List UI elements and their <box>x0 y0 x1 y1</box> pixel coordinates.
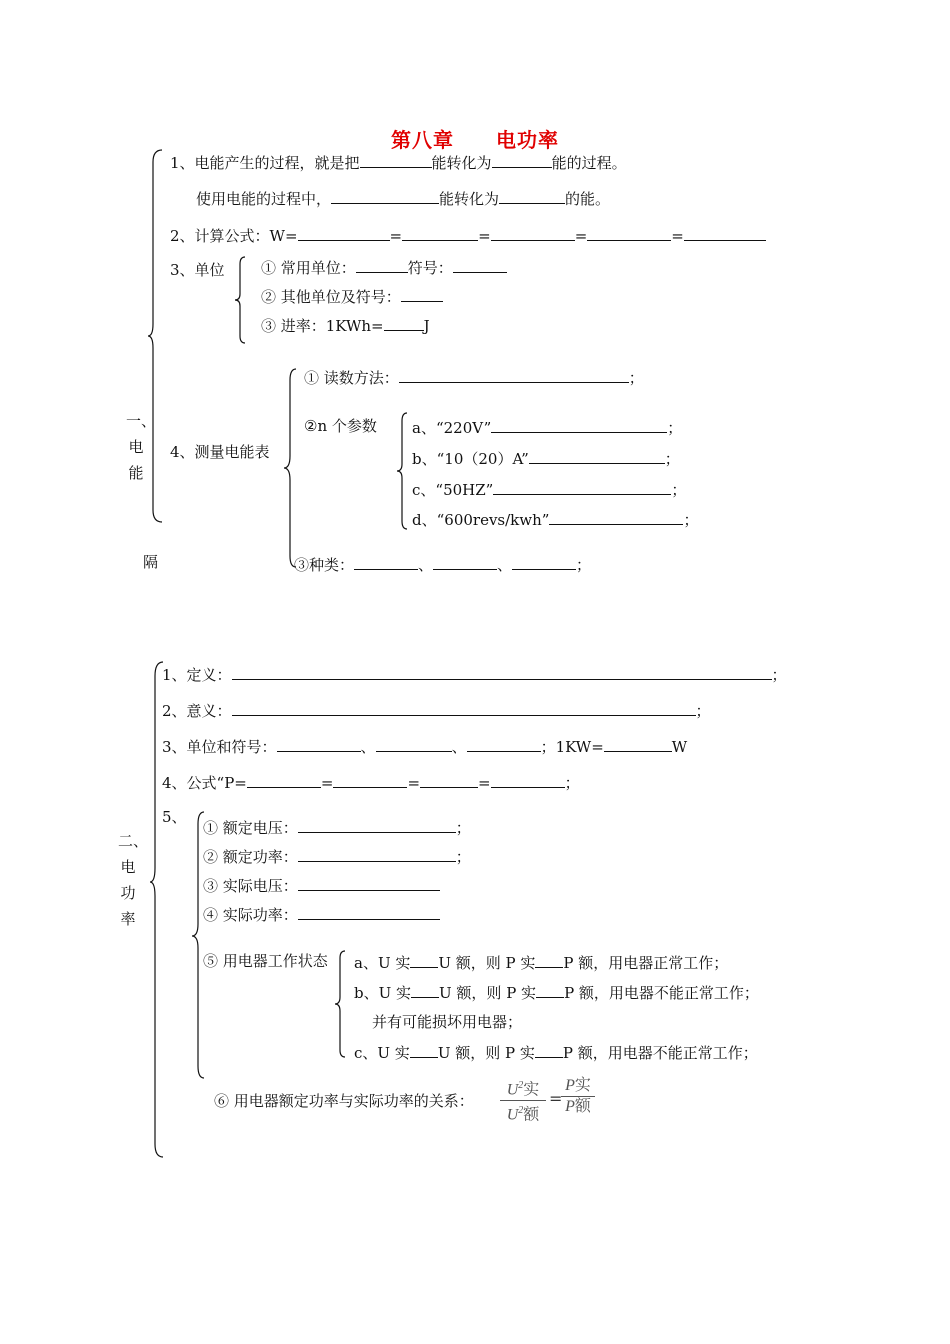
power-relation: ⑥ 用电器额定功率与实际功率的关系： <box>214 1092 474 1110</box>
unit-brace <box>234 256 246 344</box>
blank[interactable] <box>376 737 452 752</box>
blank[interactable] <box>684 226 766 241</box>
blank[interactable] <box>298 847 456 862</box>
blank[interactable] <box>298 818 456 833</box>
meter-types: ③种类： 、 、 ； <box>294 556 592 574</box>
fraction-power: P实 P额 <box>561 1076 595 1117</box>
item-1b: 使用电能的过程中， 能转化为 的能。 <box>196 190 611 208</box>
blank[interactable] <box>277 737 361 752</box>
blank[interactable] <box>298 226 390 241</box>
blank[interactable] <box>411 983 439 998</box>
param-c: c、“50HZ” ； <box>412 481 687 499</box>
blank[interactable] <box>453 258 507 273</box>
working-state: ⑤ 用电器工作状态 <box>203 952 328 970</box>
blank[interactable] <box>384 316 424 331</box>
rated-power: ② 额定功率： ； <box>203 848 471 866</box>
item-meaning: 2、意义： ； <box>162 702 711 720</box>
state-b: b、U 实 U 额，则 P 实 P 额，用电器不能正常工作； <box>354 984 759 1002</box>
blank[interactable] <box>536 983 564 998</box>
actual-voltage: ③ 实际电压： <box>203 876 440 895</box>
blank[interactable] <box>499 189 565 204</box>
section1-brace <box>148 148 164 524</box>
blank[interactable] <box>410 953 438 968</box>
blank[interactable] <box>433 555 497 570</box>
blank[interactable] <box>587 226 671 241</box>
section2-label: 二、 电 功 率 <box>118 832 149 928</box>
blank[interactable] <box>360 153 432 168</box>
rated-voltage: ① 额定电压： ； <box>203 819 471 837</box>
state-brace <box>334 950 346 1058</box>
item-formula: 4、公式“P= = = = ； <box>162 774 580 792</box>
param-b: b、“10（20）A” ； <box>412 450 680 468</box>
unit-conversion: ③ 进率：1KWh= J <box>261 317 430 335</box>
blank[interactable] <box>492 153 552 168</box>
actual-power: ④ 实际功率： <box>203 905 440 924</box>
params-brace <box>396 412 408 530</box>
item-3-unit: 3、单位 <box>170 261 225 279</box>
blank[interactable] <box>491 418 667 433</box>
blank[interactable] <box>549 510 683 525</box>
blank[interactable] <box>402 226 478 241</box>
state-c: c、U 实 U 额，则 P 实 P 额，用电器不能正常工作； <box>354 1044 758 1062</box>
blank[interactable] <box>247 773 321 788</box>
meter-brace <box>283 368 297 568</box>
item-2-formula: 2、计算公式：W= = = = = <box>170 226 766 245</box>
meter-reading: ① 读数方法： ； <box>304 369 644 387</box>
blank[interactable] <box>298 905 440 920</box>
item-4-meter: 4、测量电能表 <box>170 443 270 461</box>
section2-brace <box>150 660 164 1160</box>
unit-common: ① 常用单位： 符号： <box>261 258 507 277</box>
blank[interactable] <box>232 701 696 716</box>
fraction-voltage: $U^2$实 $U^2$额 <box>500 1076 546 1126</box>
blank[interactable] <box>491 226 575 241</box>
blank[interactable] <box>529 449 665 464</box>
blank[interactable] <box>604 737 672 752</box>
item-1a: 1、电能产生的过程，就是把 能转化为 能的过程。 <box>170 154 627 172</box>
item-units: 3、单位和符号： 、 、 ；1KW= W <box>162 738 688 756</box>
blank[interactable] <box>491 773 565 788</box>
separator-text: 隔 <box>143 553 159 571</box>
param-d: d、“600revs/kwh” ； <box>412 511 699 529</box>
blank[interactable] <box>331 189 439 204</box>
blank[interactable] <box>493 480 671 495</box>
section1-label: 一、 电 能 <box>126 412 157 482</box>
blank[interactable] <box>512 555 576 570</box>
equals-sign: = <box>549 1089 563 1108</box>
item-definition: 1、定义： ； <box>162 666 787 684</box>
state-a: a、U 实 U 额，则 P 实 P 额，用电器正常工作； <box>354 954 729 972</box>
param-a: a、“220V” ； <box>412 419 683 437</box>
blank[interactable] <box>298 876 440 891</box>
item-5: 5、 <box>162 808 187 826</box>
blank[interactable] <box>467 737 541 752</box>
blank[interactable] <box>420 773 478 788</box>
blank[interactable] <box>535 953 563 968</box>
page-title: 第八章 电功率 <box>391 128 559 152</box>
unit-other: ② 其他单位及符号： <box>261 287 443 306</box>
blank[interactable] <box>399 368 629 383</box>
blank[interactable] <box>232 665 772 680</box>
meter-params: ②n 个参数 <box>304 417 377 435</box>
blank[interactable] <box>410 1043 438 1058</box>
blank[interactable] <box>333 773 407 788</box>
blank[interactable] <box>356 258 408 273</box>
blank[interactable] <box>535 1043 563 1058</box>
state-b-cont: 并有可能损坏用电器； <box>372 1013 523 1031</box>
blank[interactable] <box>401 287 443 302</box>
blank[interactable] <box>354 555 418 570</box>
